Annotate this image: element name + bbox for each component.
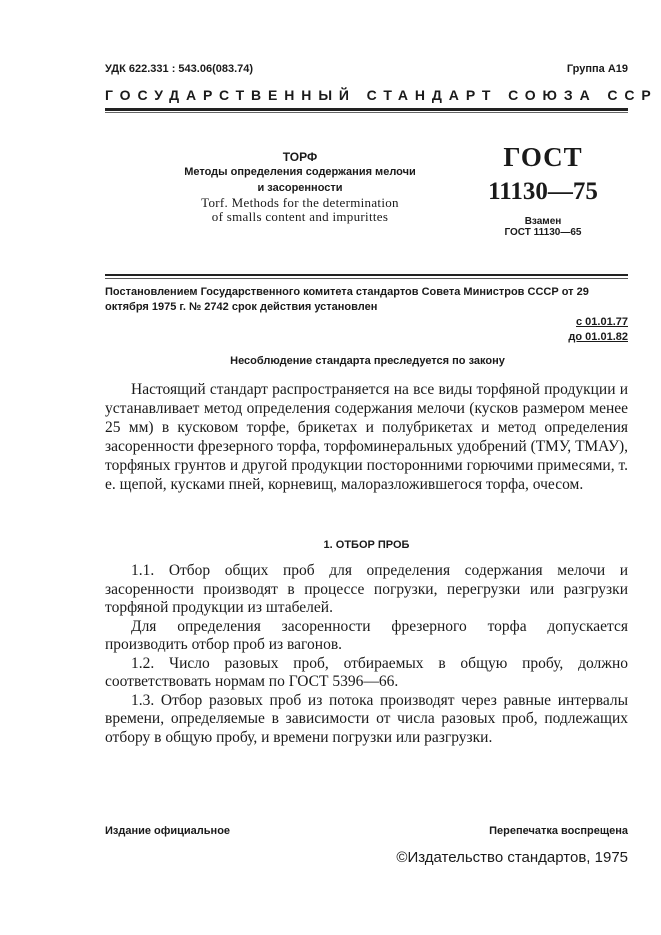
paragraph-wagons: Для определения засоренности фрезерного торфа допускается производить отбор проб из вагонов. (105, 617, 628, 653)
gost-block (484, 140, 602, 238)
official-edition-label: Издание официальное (105, 825, 231, 837)
valid-to-date: до 01.01.82 (568, 331, 628, 343)
udk-code: УДК 622.331 : 543.06(083.74) (105, 63, 254, 75)
gost-label: ГОСТ (503, 142, 583, 172)
english-title-line1: Torf. Methods for the determination (201, 195, 399, 210)
section-rule (105, 274, 628, 276)
english-title-line2: of smalls content and impurittes (211, 209, 389, 224)
intro-paragraph: Настоящий стандарт распространяется на все виды торфяной продукции и устанавливает метод определения содержания мелочи (кусков размером менее 25 мм) в кусковом торфе, брикетах и полубрикетах и метод определения засоренности фрезерного торфа, торфоминеральных удобрений (ТМУ, ТМАУ), торфяных грунтов и другой продукции посторонними горючими примесями, т. е. щепой, кусками пней, корневищ, малоразложившегося торфа, очесом. (105, 381, 628, 493)
title-block (140, 150, 460, 224)
reprint-prohibited-label: Перепечатка воспрещена (489, 825, 628, 837)
header-rule-thin (105, 112, 628, 113)
document-title: ТОРФ (282, 150, 318, 164)
section-rule-thin (105, 278, 628, 279)
section-heading: 1. ОТБОР ПРОБ (323, 539, 410, 551)
header-rule (105, 108, 628, 111)
state-standard-banner: ГОСУДАРСТВЕННЫЙ СТАНДАРТ СОЮЗА ССР (105, 87, 658, 103)
paragraph-1-2: 1.2. Число разовых проб, отбираемых в общую пробу, должно соответствовать нормам по ГОСТ 5396—66. (105, 654, 628, 690)
copyright-notice: ©Издательство стандартов, 1975 (396, 849, 628, 866)
paragraph-1-1: 1.1. Отбор общих проб для определения содержания мелочи и засоренности производят в процессе погрузки, перегрузки или разгрузки торфяной продукции из штабелей. (105, 562, 628, 616)
group-code: Группа А19 (566, 63, 628, 75)
valid-from-date: с 01.01.77 (576, 316, 628, 328)
document-subtitle-line2: и засоренности (257, 182, 343, 194)
paragraph-1-3: 1.3. Отбор разовых проб из потока производят через равные интервалы времени, определяемые в зависимости от числа разовых проб, подлежащих отбору в общую пробу, и времени погрузки или разгрузки. (105, 691, 628, 746)
section-body (105, 562, 628, 747)
decree-text: Постановлением Государственного комитета стандартов Совета Министров СССР от 29 октября 1975 г. № 2742 срок действия установлен (105, 286, 589, 313)
penalty-notice: Несоблюдение стандарта преследуется по закону (230, 355, 505, 367)
replaces-value: ГОСТ 11130—65 (504, 227, 582, 238)
replaces-label: Взамен (524, 216, 562, 227)
document-subtitle-line1: Методы определения содержания мелочи (184, 166, 416, 178)
gost-number: 11130—75 (488, 178, 598, 205)
